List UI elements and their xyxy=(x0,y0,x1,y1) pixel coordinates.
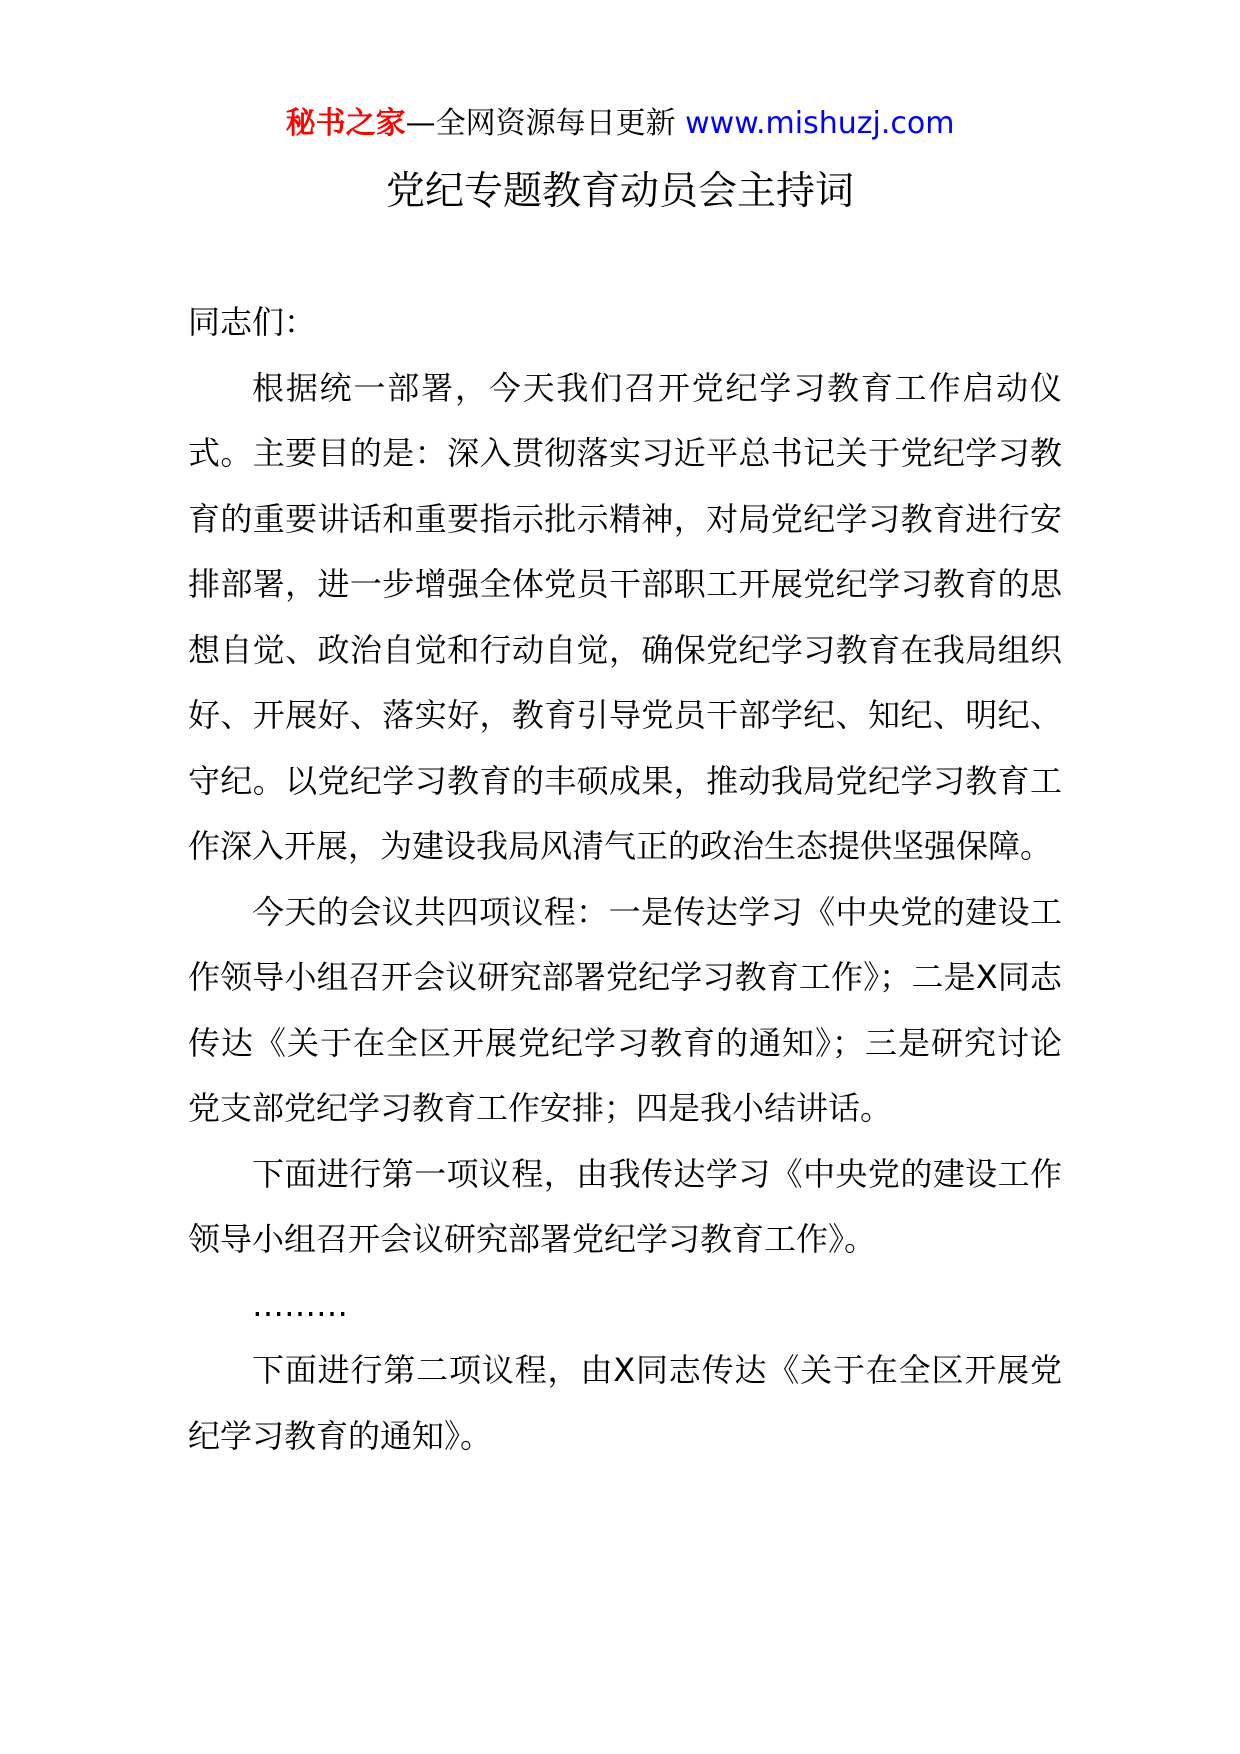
site-banner xyxy=(0,102,1240,146)
document-title: 党纪专题教育动员会主持词 xyxy=(385,169,854,214)
paragraph-purpose: 根据统一部署，今天我们召开党纪学习教育工作启动仪式。主要目的是：深入贯彻落实习近平总书记关于党纪学习教育的重要讲话和重要指示批示精神，对局党纪学习教育进行安排部署，进一步增强全体党员干部职工开展党纪学习教育的思想自觉、政治自觉和行动自觉，确保党纪学习教育在我局组织好、开展好、落实好，教育引导党员干部学纪、知纪、明纪、守纪。以党纪学习教育的丰硕成果，推动我局党纪学习教育工作深入开展，为建设我局风清气正的政治生态提供坚强保障。 xyxy=(188,368,1062,865)
paragraph-agenda: 今天的会议共四项议程：一是传达学习《中央党的建设工作领导小组召开会议研究部署党纪学习教育工作》；二是X同志传达《关于在全区开展党纪学习教育的通知》；三是研究讨论党支部党纪学习教育工作安排；四是我小结讲话。 xyxy=(188,892,1062,1127)
paragraph-ellipsis: ……… xyxy=(252,1285,348,1324)
document-body xyxy=(188,290,1062,1469)
salutation: 同志们： xyxy=(188,303,317,341)
banner-brand: 秘书之家 xyxy=(285,106,406,141)
banner-slogan: —全网资源每日更新 xyxy=(405,106,686,141)
paragraph-item-two: 下面进行第二项议程，由X同志传达《关于在全区开展党纪学习教育的通知》。 xyxy=(188,1351,1062,1455)
banner-url: www.mishuzj.com xyxy=(685,106,955,141)
paragraph-item-one: 下面进行第一项议程，由我传达学习《中央党的建设工作领导小组召开会议研究部署党纪学习教育工作》。 xyxy=(188,1154,1062,1258)
